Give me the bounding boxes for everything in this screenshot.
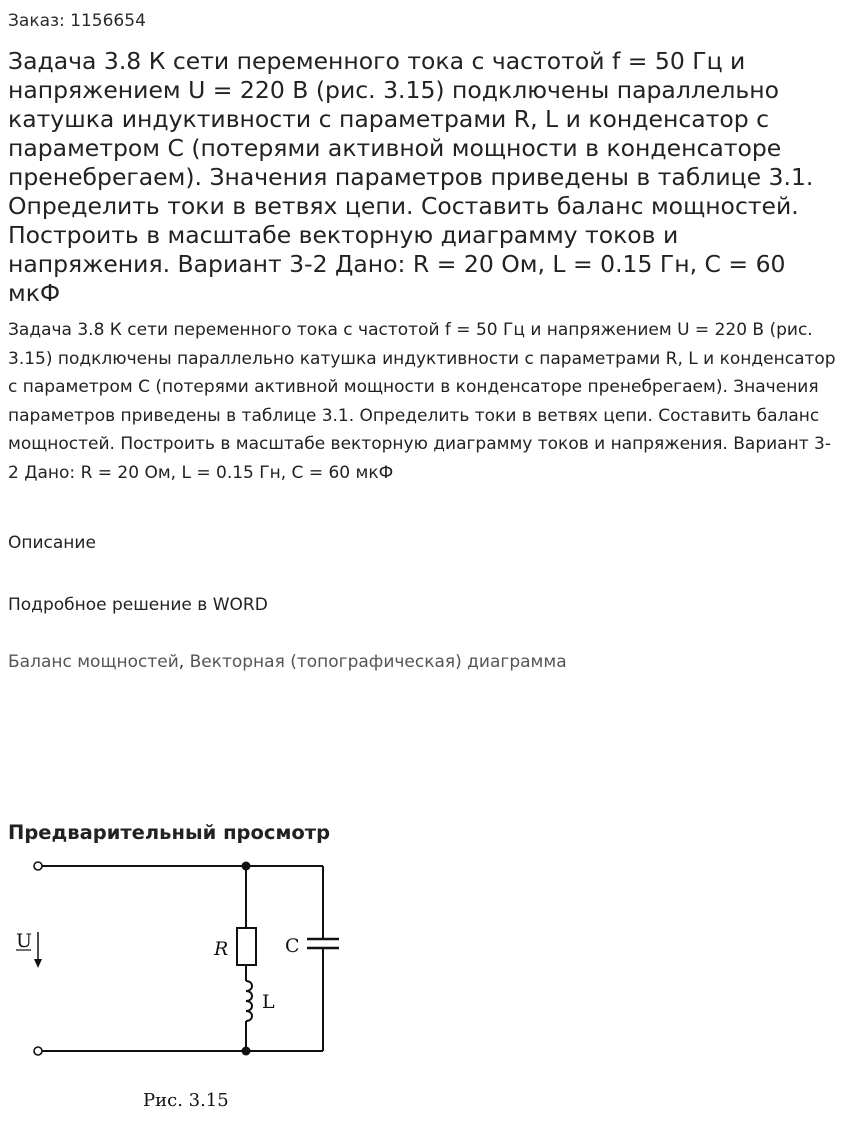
terminal-bottom	[34, 1047, 42, 1055]
capacitor-label: C	[285, 935, 300, 957]
order-number: Заказ: 1156654	[8, 11, 146, 31]
description-label: Описание	[8, 533, 96, 553]
circuit-diagram-figure	[0, 850, 360, 1120]
voltage-arrow-head	[34, 959, 42, 968]
inductor-symbol	[246, 981, 252, 1021]
task-description-text: Задача 3.8 К сети переменного тока с частотой f = 50 Гц и напряжением U = 220 В (рис. 3.15) подключены параллельно катушка индуктивности с параметрами R, L и конденсатор с параметром C (потерями активной мощности в конденсаторе пренебрегаем). Значения параметров приведены в таблице 3.1. Определить токи в ветвях цепи. Составить баланс мощностей. Построить в масштабе векторную диаграмму токов и напряжения. Вариант 3-2 Дано: R = 20 Ом, L = 0.15 Гн, C = 60 мкФ	[8, 320, 836, 483]
voltage-label: U	[16, 930, 33, 952]
tag-link-vector-diagram[interactable]: Векторная (топографическая) диаграмма	[189, 652, 567, 672]
description-value: Подробное решение в WORD	[8, 595, 268, 615]
junction-node-bottom	[242, 1047, 251, 1056]
resistor-symbol	[237, 928, 256, 965]
resistor-label: R	[214, 938, 229, 960]
terminal-top	[34, 862, 42, 870]
tag-separator: ,	[178, 652, 185, 672]
figure-caption: Рис. 3.15	[143, 1090, 229, 1111]
tag-list	[8, 651, 567, 673]
page-title: Задача 3.8 К сети переменного тока с частотой f = 50 Гц и напряжением U = 220 В (рис. 3.15) подключены параллельно катушка индуктивности с параметрами R, L и конденсатор с параметром C (потерями активной мощности в конденсаторе пренебрегаем). Значения параметров приведены в таблице 3.1. Определить токи в ветвях цепи. Составить баланс мощностей. Построить в масштабе векторную диаграмму токов и напряжения. Вариант 3-2 Дано: R = 20 Ом, L = 0.15 Гн, C = 60 мкФ	[8, 47, 814, 307]
junction-node-top	[242, 862, 251, 871]
preview-heading: Предварительный просмотр	[8, 821, 331, 844]
tag-link-power-balance[interactable]: Баланс мощностей	[8, 652, 179, 672]
inductor-label: L	[262, 991, 275, 1013]
